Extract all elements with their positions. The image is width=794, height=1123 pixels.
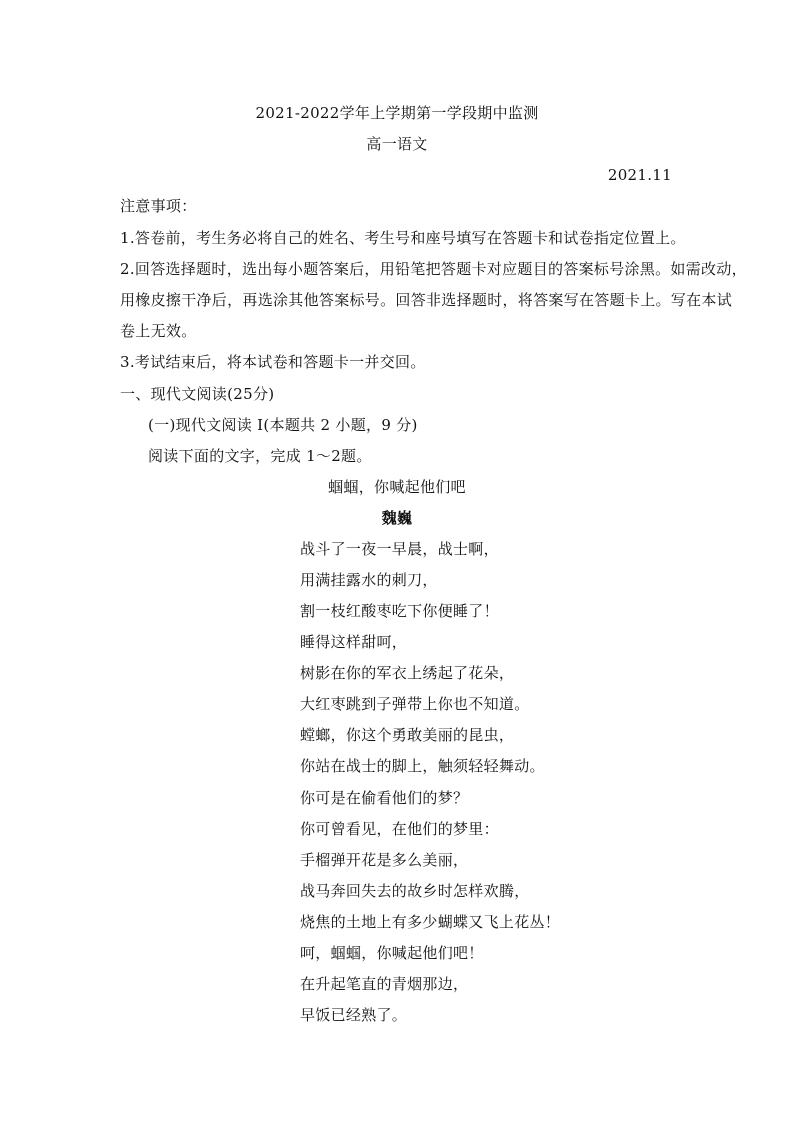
notice-item-2-line-3: 卷上无效。 bbox=[120, 322, 197, 340]
notice-item-3: 3.考试结束后，将本试卷和答题卡一并交回。 bbox=[120, 353, 426, 371]
notice-heading: 注意事项： bbox=[120, 197, 197, 215]
exam-title: 2021-2022学年上学期第一学段期中监测 bbox=[255, 104, 539, 122]
notice-item-2-line-1: 2.回答选择题时，选出每小题答案后，用铅笔把答题卡对应题目的答案标号涂黑。如需改动， bbox=[120, 260, 747, 278]
poem-line: 用满挂露水的刺刀， bbox=[300, 571, 438, 589]
poem-line: 呵，蝈蝈，你喊起他们吧！ bbox=[300, 944, 484, 962]
poem-title: 蝈蝈，你喊起他们吧 bbox=[328, 478, 466, 496]
section-instruction: 阅读下面的文字，完成 1～2题。 bbox=[148, 447, 372, 465]
exam-subject: 高一语文 bbox=[366, 135, 428, 153]
notice-item-2-line-2: 用橡皮擦干净后，再选涂其他答案标号。回答非选择题时，将答案写在答题卡上。写在本试 bbox=[120, 291, 733, 309]
poem-line: 烧焦的土地上有多少蝴蝶又飞上花丛！ bbox=[300, 913, 561, 931]
poem-author: 魏巍 bbox=[381, 509, 413, 527]
poem-line: 在升起笔直的青烟那边， bbox=[300, 975, 469, 993]
poem-line: 螳螂，你这个勇敢美丽的昆虫， bbox=[300, 726, 515, 744]
poem-line: 割一枝红酸枣吃下你便睡了！ bbox=[300, 602, 499, 620]
poem-line: 睡得这样甜呵， bbox=[300, 633, 408, 651]
section-heading: 一、现代文阅读(25分) bbox=[120, 385, 275, 403]
poem-line: 战马奔回失去的故乡时怎样欢腾， bbox=[300, 882, 530, 900]
exam-date: 2021.11 bbox=[607, 166, 672, 184]
poem-line: 手榴弹开花是多么美丽， bbox=[300, 851, 469, 869]
poem-line: 你可曾看见，在他们的梦里： bbox=[300, 820, 499, 838]
section-subheading: (一)现代文阅读 I(本题共 2 小题，9 分) bbox=[148, 416, 418, 434]
poem-line: 你站在战士的脚上，触须轻轻舞动。 bbox=[300, 757, 545, 775]
poem-line: 战斗了一夜一早晨，战士啊， bbox=[300, 540, 499, 558]
poem-line: 大红枣跳到子弹带上你也不知道。 bbox=[300, 695, 530, 713]
notice-item-1: 1.答卷前，考生务必将自己的姓名、考生号和座号填写在答题卡和试卷指定位置上。 bbox=[120, 229, 686, 247]
poem-line: 早饭已经熟了。 bbox=[300, 1006, 408, 1024]
poem-line: 树影在你的军衣上绣起了花朵， bbox=[300, 664, 515, 682]
poem-line: 你可是在偷看他们的梦？ bbox=[300, 789, 469, 807]
